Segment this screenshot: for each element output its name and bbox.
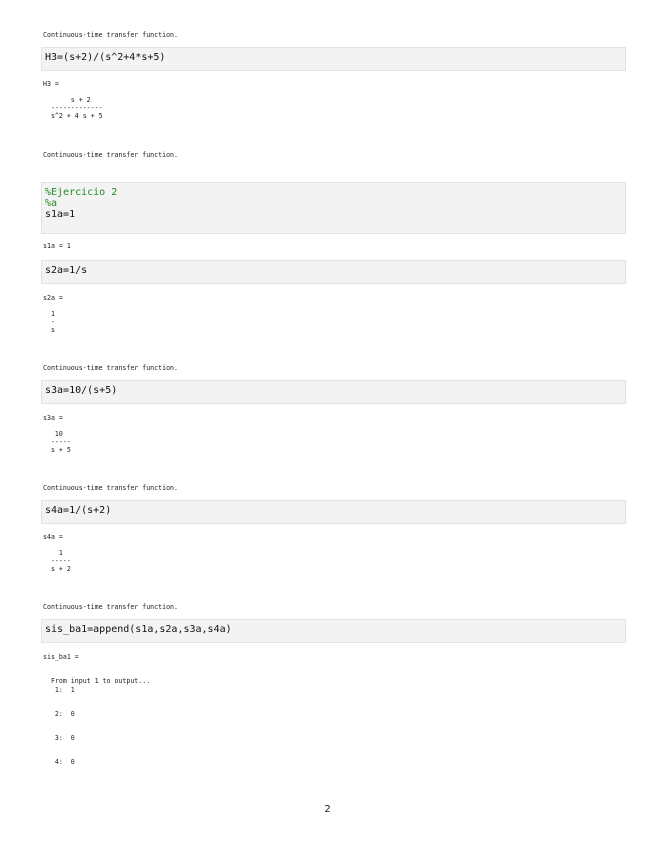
output-block: 1: 1 xyxy=(43,686,75,694)
output-block: 3: 0 xyxy=(43,734,75,742)
code-cell xyxy=(41,380,626,404)
output-note: Continuous-time transfer function. xyxy=(43,603,178,611)
output-block: s2a = 1 - s xyxy=(43,294,63,334)
output-note: Continuous-time transfer function. xyxy=(43,151,178,159)
output-block: H3 = s + 2 ------------- s^2 + 4 s + 5 xyxy=(43,80,103,120)
code-comment: %Ejercicio 2 xyxy=(45,187,118,198)
code-line: s3a=10/(s+5) xyxy=(45,385,118,396)
code-line: s4a=1/(s+2) xyxy=(45,505,112,516)
code-cell xyxy=(41,182,626,234)
output-note: Continuous-time transfer function. xyxy=(43,484,178,492)
code-cell xyxy=(41,619,626,643)
code-cell xyxy=(41,47,626,71)
code-line: sis_ba1=append(s1a,s2a,s3a,s4a) xyxy=(45,624,232,635)
output-note: Continuous-time transfer function. xyxy=(43,31,178,39)
output-block: sis_ba1 = xyxy=(43,653,79,661)
output-note: Continuous-time transfer function. xyxy=(43,364,178,372)
output-block: 2: 0 xyxy=(43,710,75,718)
page-number: 2 xyxy=(324,804,331,815)
code-comment: %a xyxy=(45,198,58,209)
output-block: s3a = 10 ----- s + 5 xyxy=(43,414,71,454)
code-line: s2a=1/s xyxy=(45,265,88,276)
output-block: From input 1 to output... xyxy=(43,677,151,685)
code-cell xyxy=(41,260,626,284)
code-line: H3=(s+2)/(s^2+4*s+5) xyxy=(45,52,166,63)
code-cell xyxy=(41,500,626,524)
output-block: s4a = 1 ----- s + 2 xyxy=(43,533,71,573)
output-block: 4: 0 xyxy=(43,758,75,766)
code-lines xyxy=(45,187,117,220)
output-block: s1a = 1 xyxy=(43,242,71,250)
code-line: s1a=1 xyxy=(45,209,76,220)
